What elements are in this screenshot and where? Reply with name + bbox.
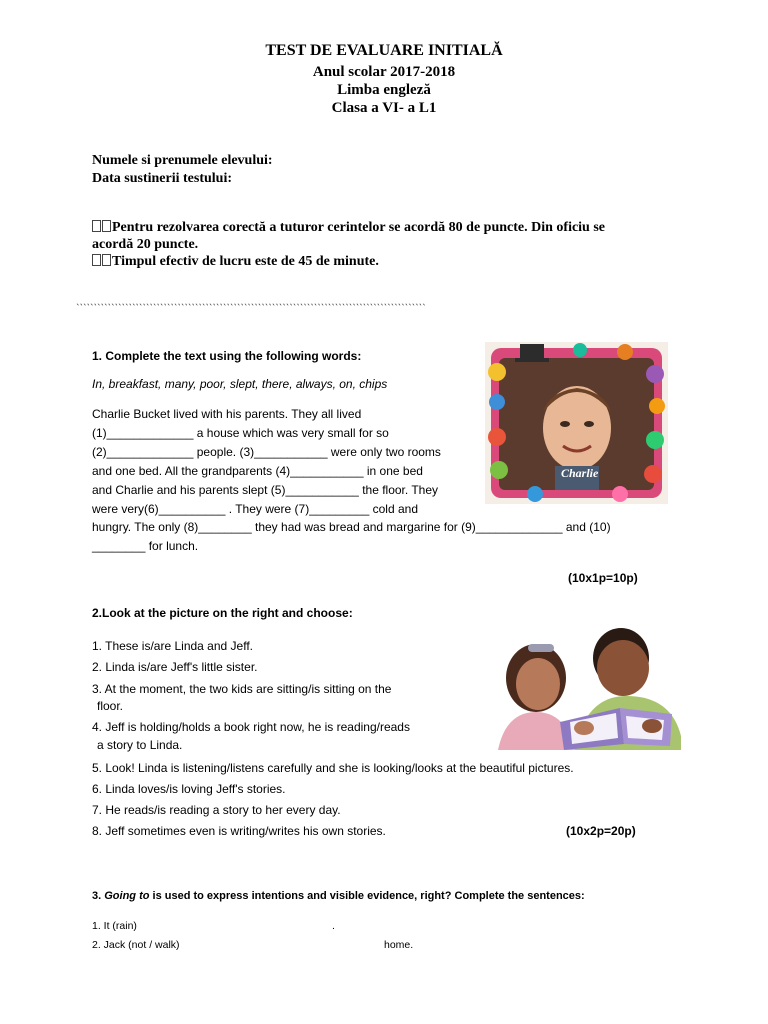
ex1-score: (10x1p=10p) bbox=[568, 571, 638, 585]
points-info: Pentru rezolvarea corectă a tuturor cerintelor se acordă 80 de puncte. Din oficiu se bbox=[92, 220, 605, 236]
ex1-line: Charlie Bucket lived with his parents. They all lived bbox=[92, 407, 362, 421]
ex2-item: 8. Jeff sometimes even is writing/writes his own stories. bbox=[92, 824, 386, 838]
ex1-line: and one bed. All the grandparents (4)___________ in one bed bbox=[92, 464, 423, 478]
test-date-label: Data sustinerii testului: bbox=[92, 171, 232, 186]
missing-glyph-icon bbox=[92, 254, 101, 266]
ex2-item: 3. At the moment, the two kids are sitting/is sitting on the bbox=[92, 682, 392, 696]
student-name-label: Numele si prenumele elevului: bbox=[92, 153, 273, 168]
ex1-line: ________ for lunch. bbox=[92, 539, 199, 553]
page-title: TEST DE EVALUARE INITIALĂ bbox=[265, 42, 503, 59]
ex2-item: 4. Jeff is holding/holds a book right now, he is reading/reads bbox=[92, 720, 410, 734]
ex2-item-cont: a story to Linda. bbox=[97, 738, 183, 752]
ex2-item: 5. Look! Linda is listening/listens carefully and she is looking/looks at the beautiful pictures. bbox=[92, 761, 574, 775]
ex1-line: hungry. The only (8)________ they had was bread and margarine for (9)_____________ and (10) bbox=[92, 520, 611, 534]
ex1-line: (1)_____________ a house which was very small for so bbox=[92, 426, 389, 440]
ex1-line: and Charlie and his parents slept (5)___________ the floor. They bbox=[92, 483, 439, 497]
charlie-poster-image bbox=[485, 342, 668, 504]
ex3-item-1-end: . bbox=[332, 920, 335, 932]
ex2-item: 7. He reads/is reading a story to her every day. bbox=[92, 803, 341, 817]
missing-glyph-icon bbox=[102, 254, 111, 266]
section-divider: ˎˎˎˎˎˎˎˎˎˎˎˎˎˎˎˎˎˎˎˎˎˎˎˎˎˎˎˎˎˎˎˎˎˎˎˎˎˎˎˎˎˎˎˎˎˎˎˎˎˎˎˎˎˎˎˎˎˎˎˎˎˎˎˎˎˎˎˎˎˎˎˎˎˎˎˎˎˎˎˎˎˎˎˎˎˎˎˎˎˎˎˎˎˎˎˎˎˎˎˎ bbox=[76, 292, 426, 306]
ex3-title: 3. Going to is used to express intentions and visible evidence, right? Complete the sentences: bbox=[92, 890, 585, 902]
ex3-item-2-end: home. bbox=[384, 939, 414, 951]
ex1-word-bank: In, breakfast, many, poor, slept, there, always, on, chips bbox=[92, 377, 388, 391]
kids-reading-image bbox=[476, 616, 681, 750]
ex3-item-2: 2. Jack (not / walk) bbox=[92, 939, 180, 951]
class-name: Clasa a VI- a L1 bbox=[331, 100, 437, 116]
ex2-item: 1. These is/are Linda and Jeff. bbox=[92, 639, 253, 653]
ex1-title: 1. Complete the text using the following words: bbox=[92, 349, 362, 363]
ex1-line: (2)_____________ people. (3)___________ were only two rooms bbox=[92, 445, 441, 459]
ex2-title: 2.Look at the picture on the right and choose: bbox=[92, 606, 353, 620]
points-info-cont: acordă 20 puncte. bbox=[92, 237, 199, 252]
missing-glyph-icon bbox=[92, 220, 101, 232]
ex2-item: 6. Linda loves/is loving Jeff's stories. bbox=[92, 782, 286, 796]
ex2-item: 2. Linda is/are Jeff's little sister. bbox=[92, 660, 258, 674]
ex1-line: were very(6)__________ . They were (7)_________ cold and bbox=[92, 502, 418, 516]
subject: Limba engleză bbox=[337, 82, 431, 98]
time-info: Timpul efectiv de lucru este de 45 de minute. bbox=[92, 254, 379, 270]
school-year: Anul scolar 2017-2018 bbox=[312, 64, 456, 80]
ex2-score: (10x2p=20p) bbox=[566, 824, 636, 838]
poster-title: Charlie bbox=[561, 466, 599, 480]
missing-glyph-icon bbox=[102, 220, 111, 232]
ex2-item-cont: floor. bbox=[97, 699, 124, 713]
ex3-going-to: Going to bbox=[104, 890, 150, 902]
ex3-item-1: 1. It (rain) bbox=[92, 920, 137, 932]
